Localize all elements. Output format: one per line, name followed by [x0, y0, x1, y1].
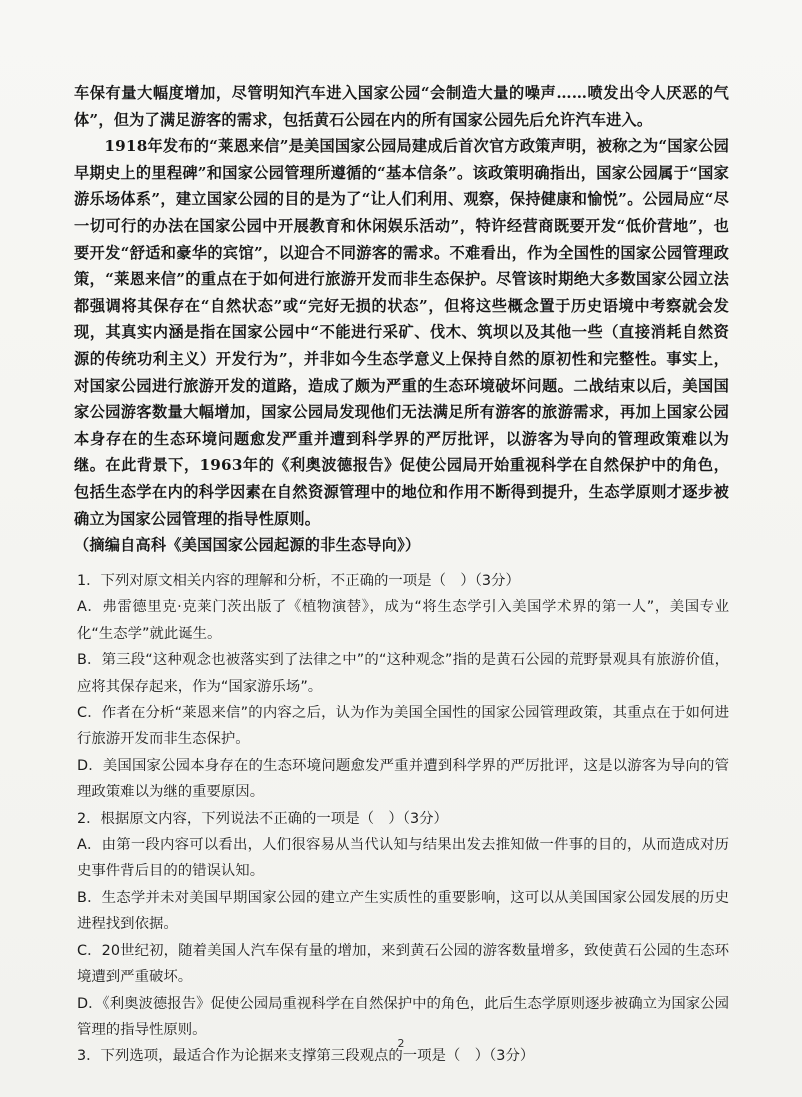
question-section — [77, 568, 729, 1070]
question-2-stem: 2．根据原文内容，下列说法不正确的一项是（ ）（3分） — [77, 810, 448, 827]
question-2-option-c: C．20世纪初，随着美国人汽车保有量的增加，来到黄石公园的游客数量增多，致使黄石公园的生态环境遭到严重破坏。 — [77, 942, 729, 986]
question-1-option-b: B．第三段“这种观念也被落实到了法律之中”的“这种观念”指的是黄石公园的荒野景观具有旅游价值，应将其保存起来，作为“国家游乐场”。 — [77, 652, 729, 695]
question-3-stem: 3．下列选项，最适合作为论据来支撑第三段观点的一项是（ ）（3分） — [77, 1048, 535, 1065]
passage-source: （摘编自高科《美国国家公园起源的非生态导向》） — [74, 536, 421, 555]
question-2-option-a: A．由第一段内容可以看出，人们很容易从当代认知与结果出发去推知做一件事的目的，从而造成对历史事件背后目的的错误认知。 — [77, 837, 729, 880]
passage-continuation: 车保有量大幅度增加，尽管明知汽车进入国家公园“会制造大量的噪声……喷发出令人厌恶的气体”，但为了满足游客的需求，包括黄石公园在内的所有国家公园先后允许汽车进入。 — [74, 84, 729, 129]
question-2-option-d: D．《利奥波德报告》促使公园局重视科学在自然保护中的角色，此后生态学原则逐步被确立为国家公园管理的指导性原则。 — [77, 995, 729, 1038]
question-1-option-c: C．作者在分析“莱恩来信”的内容之后，认为作为美国全国性的国家公园管理政策，其重点在于如何进行旅游开发而非生态保护。 — [77, 705, 729, 748]
question-1-stem: 1．下列对原文相关内容的理解和分析，不正确的一项是（ ）（3分） — [77, 573, 520, 589]
question-2-option-b: B．生态学并未对美国早期国家公园的建立产生实质性的重要影响，这可以从美国国家公园发展的历史进程找到依据。 — [77, 889, 729, 933]
reading-passage — [74, 80, 729, 559]
question-1-option-d: D．美国国家公园本身存在的生态环境问题愈发严重并遭到科学界的严厉批评，这是以游客为导向的管理政策难以为继的重要原因。 — [77, 757, 729, 801]
question-1-option-a: A．弗雷德里克·克莱门茨出版了《植物演替》，成为“将生态学引入美国学术界的第一人”，美国专业化“生态学”就此诞生。 — [77, 599, 729, 642]
passage-paragraph: 1918年发布的“莱恩来信”是美国国家公园局建成后首次官方政策声明，被称之为“国家公园早期史上的里程碑”和国家公园管理所遵循的“基本信条”。该政策明确指出，国家公园属于“国家游乐场体系”，建立国家公园的目的是为了“让人们利用、观察，保持健康和愉悦”。公园局应“尽一切可行的办法在国家公园中开展教育和休闲娱乐活动”，特许经营商既要开发“低价营地”，也要开发“舒适和豪华的宾馆”，以迎合不同游客的需求。不难看出，作为全国性的国家公园管理政策，“莱恩来信”的重点在于如何进行旅游开发而非生态保护。尽管该时期绝大多数国家公园立法都强调将其保存在“自然状态”或“完好无损的状态”，但将这些概念置于历史语境中考察就会发现，其真实内涵是指在国家公园中“不能进行采矿、伐木、筑坝以及其他一些（直接消耗自然资源的传统功利主义）开发行为”，并非如今生态学意义上保持自然的原初性和完整性。事实上，对国家公园进行旅游开发的道路，造成了颇为严重的生态环境破坏问题。二战结束以后，美国国家公园游客数量大幅增加，国家公园局发现他们无法满足所有游客的旅游需求，再加上国家公园本身存在的生态环境问题愈发严重并遭到科学界的严厉批评，以游客为导向的管理政策难以为继。在此背景下，1963年的《利奥波德报告》促使公园局开始重视科学在自然保护中的角色，包括生态学在内的科学因素在自然资源管理中的地位和作用不断得到提升，生态学原则才逐步被确立为国家公园管理的指导性原则。 — [74, 137, 729, 528]
page-number: 2 — [397, 1037, 405, 1050]
